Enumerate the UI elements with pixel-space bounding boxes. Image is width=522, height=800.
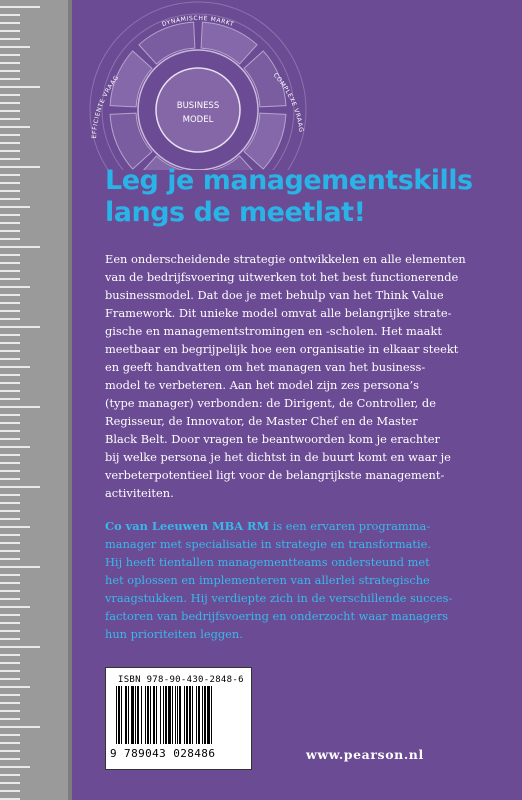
ruler-tick bbox=[0, 86, 40, 88]
ruler-tick bbox=[0, 734, 20, 736]
ruler-tick bbox=[0, 438, 20, 440]
ruler-tick bbox=[0, 94, 20, 96]
ruler-tick bbox=[0, 270, 20, 272]
description-line: Black Belt. Door vragen te beantwoorden kom je erachter bbox=[105, 432, 440, 446]
ruler-tick bbox=[0, 198, 20, 200]
ruler-tick bbox=[0, 382, 20, 384]
ruler-tick bbox=[0, 590, 20, 592]
author-bio-line: het oplossen en implementeren van allerlei strategische bbox=[105, 573, 430, 587]
barcode-bar bbox=[211, 686, 212, 744]
ruler-tick bbox=[0, 278, 20, 280]
ruler-tick bbox=[0, 326, 40, 328]
barcode-bar bbox=[179, 686, 181, 744]
barcode-box bbox=[105, 667, 252, 770]
headline-line-1: Leg je managementskills bbox=[105, 165, 473, 196]
ruler-tick bbox=[0, 374, 20, 376]
author-bio-line: hun prioriteiten leggen. bbox=[105, 627, 243, 641]
business-model-diagram bbox=[72, 0, 522, 170]
ruler-tick bbox=[0, 30, 20, 32]
ruler-tick bbox=[0, 494, 20, 496]
ruler-tick bbox=[0, 118, 20, 120]
ruler-tick bbox=[0, 14, 20, 16]
description-line: meetbaar en begrijpelijk hoe een organisatie in elkaar steekt bbox=[105, 342, 459, 356]
ruler-tick bbox=[0, 150, 20, 152]
barcode-bar bbox=[189, 686, 191, 744]
author-bio-line-1 bbox=[105, 517, 505, 535]
description-line: businessmodel. Dat doe je met behulp van het Think Value bbox=[105, 288, 444, 302]
ruler-tick bbox=[0, 166, 40, 168]
barcode-bar bbox=[118, 686, 120, 744]
ruler-tick bbox=[0, 646, 40, 648]
ruler-tick bbox=[0, 430, 20, 432]
barcode-bar bbox=[160, 686, 161, 744]
ruler-tick bbox=[0, 54, 20, 56]
author-bio-line-1-rest: is een ervaren programma- bbox=[269, 519, 431, 533]
ruler-tick bbox=[0, 702, 20, 704]
ruler-tick bbox=[0, 334, 20, 336]
ruler-tick bbox=[0, 350, 20, 352]
publisher-website: www.pearson.nl bbox=[306, 747, 424, 762]
ruler-tick bbox=[0, 262, 20, 264]
ruler-tick bbox=[0, 422, 20, 424]
barcode-bar bbox=[172, 686, 173, 744]
barcode-bar bbox=[192, 686, 193, 744]
ruler-strip bbox=[0, 0, 72, 800]
description-line: Framework. Dit unieke model omvat alle belangrijke strate- bbox=[105, 306, 452, 320]
ruler-tick bbox=[0, 158, 20, 160]
ruler-tick bbox=[0, 622, 20, 624]
barcode-bar bbox=[204, 686, 206, 744]
ruler-tick bbox=[0, 206, 30, 208]
ruler-tick bbox=[0, 62, 20, 64]
author-bio-line: factoren van bedrijfsvoering en onderzocht waar managers bbox=[105, 609, 449, 623]
ruler-tick bbox=[0, 6, 40, 8]
barcode-bar bbox=[196, 686, 197, 744]
ruler-tick bbox=[0, 46, 30, 48]
description-line: van de bedrijfsvoering uitwerken tot het best functionerende bbox=[105, 270, 459, 284]
diagram-right-label: COMPLEXE VRAAG bbox=[271, 71, 305, 133]
ruler-tick bbox=[0, 718, 20, 720]
ruler-tick bbox=[0, 510, 20, 512]
ruler-tick bbox=[0, 566, 40, 568]
ruler-tick bbox=[0, 214, 20, 216]
barcode-bar bbox=[175, 686, 176, 744]
barcode-bar bbox=[184, 686, 185, 744]
barcode-bar bbox=[156, 686, 157, 744]
barcode-bar bbox=[207, 686, 210, 744]
diagram-svg bbox=[72, 0, 522, 170]
ruler-tick bbox=[0, 630, 20, 632]
barcode-bar bbox=[135, 686, 136, 744]
ruler-tick bbox=[0, 342, 20, 344]
barcode-bar bbox=[202, 686, 203, 744]
ruler-tick bbox=[0, 518, 20, 520]
barcode-bar bbox=[150, 686, 151, 744]
ruler-tick bbox=[0, 318, 20, 320]
ruler-tick bbox=[0, 638, 20, 640]
author-bio-line: manager met specialisatie in strategie en transformatie. bbox=[105, 537, 432, 551]
ruler-tick bbox=[0, 486, 40, 488]
ruler-tick bbox=[0, 758, 20, 760]
ruler-tick bbox=[0, 174, 20, 176]
ruler-tick bbox=[0, 406, 40, 408]
barcode-bar bbox=[145, 686, 146, 744]
ruler-tick bbox=[0, 478, 20, 480]
barcode-bar bbox=[168, 686, 171, 744]
ruler-tick bbox=[0, 598, 20, 600]
ruler-tick bbox=[0, 694, 20, 696]
ruler-tick bbox=[0, 686, 30, 688]
ruler-tick bbox=[0, 78, 20, 80]
barcode-bar bbox=[131, 686, 134, 744]
barcode-bar bbox=[177, 686, 178, 744]
ruler-tick bbox=[0, 398, 20, 400]
ruler-tick bbox=[0, 38, 20, 40]
ruler-tick bbox=[0, 550, 20, 552]
barcode-bar bbox=[116, 686, 117, 744]
ruler-tick bbox=[0, 390, 20, 392]
ruler-tick bbox=[0, 782, 20, 784]
description-line: activiteiten. bbox=[105, 486, 174, 500]
ruler-tick bbox=[0, 134, 20, 136]
ruler-tick bbox=[0, 70, 20, 72]
barcode-number: 9 789043 028486 bbox=[110, 747, 216, 760]
ruler-tick bbox=[0, 366, 30, 368]
ruler-tick bbox=[0, 230, 20, 232]
description-line: bij welke persona je het dichtst in de buurt komt en waar je bbox=[105, 450, 451, 464]
ruler-tick bbox=[0, 678, 20, 680]
ruler-tick bbox=[0, 238, 20, 240]
ruler-tick bbox=[0, 558, 20, 560]
description-line: (type manager) verbonden: de Dirigent, de Controller, de bbox=[105, 396, 436, 410]
diagram-top-label: DYNAMISCHE MARKT bbox=[161, 14, 235, 29]
ruler-tick bbox=[0, 182, 20, 184]
ruler-tick bbox=[0, 462, 20, 464]
ruler-tick bbox=[0, 454, 20, 456]
ruler-tick bbox=[0, 750, 20, 752]
ruler-tick bbox=[0, 190, 20, 192]
barcode-bar bbox=[141, 686, 142, 744]
barcode-bar bbox=[125, 686, 127, 744]
barcode-bar bbox=[153, 686, 155, 744]
barcode-bar bbox=[121, 686, 122, 744]
ruler-tick bbox=[0, 126, 30, 128]
diagram-left-label: EFFICIENTE VRAAG bbox=[91, 73, 121, 139]
description-line: model te verbeteren. Aan het model zijn zes persona’s bbox=[105, 378, 419, 392]
ruler-tick bbox=[0, 302, 20, 304]
ruler-tick bbox=[0, 790, 20, 792]
ruler-tick bbox=[0, 358, 20, 360]
barcode-bar bbox=[147, 686, 149, 744]
description-paragraph bbox=[105, 250, 505, 502]
ruler-tick bbox=[0, 710, 20, 712]
center-label-line2: MODEL bbox=[182, 115, 214, 125]
ruler-tick bbox=[0, 470, 20, 472]
ruler-tick bbox=[0, 662, 20, 664]
ruler-tick bbox=[0, 222, 20, 224]
ruler-tick bbox=[0, 654, 20, 656]
ruler-tick bbox=[0, 534, 20, 536]
barcode-bar bbox=[198, 686, 200, 744]
description-line: gische en managementstromingen en -scholen. Het maakt bbox=[105, 324, 442, 338]
ruler-tick bbox=[0, 742, 20, 744]
author-name: Co van Leeuwen MBA RM bbox=[105, 519, 270, 533]
ruler-tick bbox=[0, 526, 30, 528]
ruler-tick bbox=[0, 414, 20, 416]
center-label-line1: BUSINESS bbox=[176, 101, 220, 111]
ruler-tick bbox=[0, 606, 30, 608]
barcode-bar bbox=[137, 686, 139, 744]
author-bio-line: Hij heeft tientallen managementteams ondersteund met bbox=[105, 555, 430, 569]
ruler-tick bbox=[0, 286, 30, 288]
ruler-tick bbox=[0, 254, 20, 256]
description-line: Regisseur, de Innovator, de Master Chef en de Master bbox=[105, 414, 418, 428]
barcode-bar bbox=[165, 686, 167, 744]
ruler-tick bbox=[0, 110, 20, 112]
barcode-bars bbox=[114, 686, 244, 746]
author-bio bbox=[105, 517, 505, 643]
headline bbox=[105, 165, 515, 229]
ruler-tick bbox=[0, 582, 20, 584]
ruler-tick bbox=[0, 502, 20, 504]
barcode-bar bbox=[128, 686, 129, 744]
description-line: verbeterpotentieel ligt voor de belangrijkste management- bbox=[105, 468, 445, 482]
barcode-bar bbox=[163, 686, 164, 744]
headline-line-2: langs de meetlat! bbox=[105, 197, 366, 228]
ruler-tick bbox=[0, 726, 40, 728]
author-bio-lines bbox=[105, 535, 505, 643]
barcode-bar bbox=[186, 686, 188, 744]
ruler-tick bbox=[0, 574, 20, 576]
isbn-label: ISBN 978-90-430-2848-6 bbox=[118, 675, 244, 685]
description-line: Een onderscheidende strategie ontwikkelen en alle elementen bbox=[105, 252, 466, 266]
ruler-tick bbox=[0, 774, 20, 776]
ruler-tick bbox=[0, 310, 20, 312]
ruler-tick bbox=[0, 446, 30, 448]
author-bio-line: vraagstukken. Hij verdiepte zich in de verschillende succes- bbox=[105, 591, 453, 605]
ruler-tick bbox=[0, 542, 20, 544]
ruler-tick bbox=[0, 766, 30, 768]
ruler-tick bbox=[0, 614, 20, 616]
ruler-tick bbox=[0, 246, 40, 248]
ruler-tick bbox=[0, 294, 20, 296]
ruler-tick bbox=[0, 22, 20, 24]
ruler-tick bbox=[0, 670, 20, 672]
ruler-tick bbox=[0, 102, 20, 104]
description-line: en geeft handvatten om het managen van het business- bbox=[105, 360, 426, 374]
back-cover bbox=[72, 0, 522, 800]
ruler-tick bbox=[0, 142, 20, 144]
